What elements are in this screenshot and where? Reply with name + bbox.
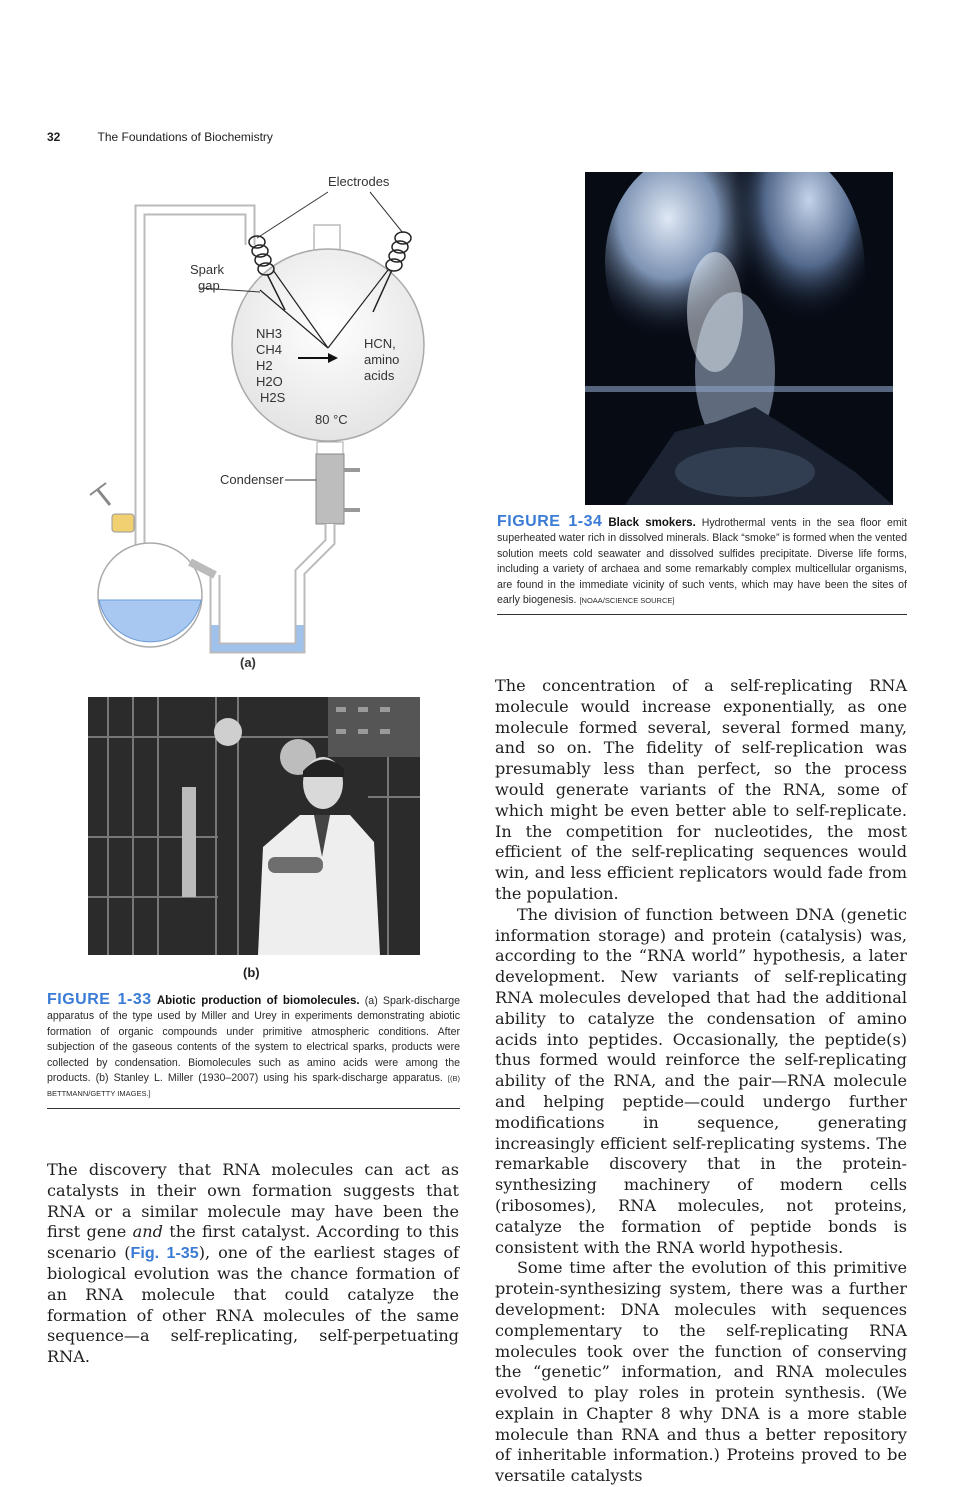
- paragraph-dna-development: Some time after the evolution of this primitive protein-synthesizing system, there was a further development: DNA molecules with sequences complementary to the self-replicating RNA molecules took over the function of conserving the “genetic” information, and RNA molecules evolved to play roles in protein synthesis. (We explain in Chapter 8 why DNA is a more stable molecule than RNA and thus a better repository of inheritable information.) Proteins proved to be versatile catalysts: [495, 1258, 907, 1486]
- figure-1-33-caption: [47, 992, 460, 1109]
- page-header: [47, 130, 273, 144]
- label-gap: gap: [198, 278, 220, 293]
- label-gas-h2s: H2S: [260, 390, 286, 405]
- black-smokers-photo: [585, 172, 893, 505]
- page-number: 32: [47, 130, 61, 144]
- running-title: The Foundations of Biochemistry: [97, 130, 273, 144]
- label-product-hcn: HCN,: [364, 336, 396, 351]
- paragraph-text-part1: The discovery that RNA molecules can act as catalysts in their own formation suggests that RNA or a similar molecule may have been the first gene: [47, 1160, 459, 1242]
- paragraph-text-part3: ), one of the earliest stages of biological evolution was the chance formation of an RNA molecule that could catalyze the formation of other RNA molecules of the same sequence—a self-replicating, self-perpetuating RNA.: [47, 1243, 459, 1367]
- figure-1-34-caption: [497, 514, 907, 615]
- label-gas-h2o: H2O: [256, 374, 283, 389]
- figure-1-33-credit: [(B) BETTMANN/GETTY IMAGES.]: [47, 1074, 460, 1099]
- label-product-acids: acids: [364, 368, 395, 383]
- figure-1-33-number: FIGURE 1-33: [47, 991, 152, 1008]
- label-temperature: 80 °C: [315, 412, 348, 427]
- figure-1-34-title: Black smokers.: [608, 517, 696, 529]
- emphasis-and: and: [132, 1222, 163, 1242]
- paragraph-rna-world: The division of function between DNA (genetic information storage) and protein (catalysis) was, according to the “RNA world” hypothesis, a later development. New variants of self-replicating RNA molecules developed that had the additional ability to catalyze the condensation of amino acids into peptides. Occasionally, the peptide(s) thus formed would reinforce the self-replicating ability of the RNA, and the pair—RNA molecule and helping peptide—could undergo further modifications in sequence, generating increasingly efficient self-replicating systems. The remarkable discovery that in the protein-synthesizing machinery of modern cells (ribosomes), RNA molecules, not proteins, catalyze the formation of peptide bonds is consistent with the RNA world hypothesis.: [495, 904, 907, 1257]
- paragraph-rna-replication: The concentration of a self-replicating RNA molecule would increase exponentially, as one molecule formed several, several formed many, and so on. The fidelity of self-replication was presumably less than perfect, so the process would generate variants of the RNA, some of which might be even better able to self-replicate. In the competition for nucleotides, the most efficient of the self-replicating sequences would win, and less efficient replicators would fade from the population.: [495, 676, 907, 903]
- paragraph-text-part2: the first catalyst. According to this scenario (: [47, 1222, 459, 1263]
- label-electrodes: Electrodes: [328, 174, 390, 189]
- body-text-right-column: [495, 676, 907, 1487]
- spark-discharge-diagram: [70, 170, 470, 670]
- body-text-left-column: [47, 1160, 459, 1368]
- panel-b-label: (b): [243, 965, 260, 980]
- label-condenser: Condenser: [220, 472, 284, 487]
- label-panel-a: (a): [240, 655, 256, 670]
- figure-1-34-number: FIGURE 1-34: [497, 513, 603, 530]
- label-gas-nh3: NH3: [256, 326, 283, 341]
- figure-1-34-credit: [NOAA/SCIENCE SOURCE]: [579, 596, 675, 606]
- return-tube: [140, 210, 250, 550]
- figure-1-35-reference[interactable]: Fig. 1-35: [130, 1244, 199, 1263]
- label-spark: Spark: [190, 262, 224, 277]
- condenser: [316, 454, 344, 524]
- label-product-amino: amino: [364, 352, 400, 367]
- label-gas-ch4: CH4: [256, 342, 283, 357]
- figure-1-34-body: Hydrothermal vents in the sea floor emit superheated water rich in dissolved minerals. Black “smoke” is formed when the vented solution meets cold seawater and dissolved sulfides precipitate. Diverse life forms, including a variety of archaea and some remarkably complex multicellular organisms, are found in the immediate vicinity of such vents, which may have been the sites of early biogenesis.: [497, 517, 907, 607]
- label-gas-h2: H2: [256, 358, 273, 373]
- paragraph-rna-catalysts: [47, 1160, 459, 1368]
- figure-1-33-body: (a) Spark-discharge apparatus of the type used by Miller and Urey in experiments demonstrating abiotic formation of organic compounds under primitive atmospheric conditions. After subjection of the gaseous contents of the system to electrical sparks, products were collected by condensation. Biomolecules such as amino acids were among the products. (b) Stanley L. Miller (1930–2007) using his spark-discharge apparatus.: [47, 995, 461, 1085]
- figure-1-33-title: Abiotic production of biomolecules.: [156, 995, 360, 1007]
- stanley-miller-photo: [88, 697, 420, 955]
